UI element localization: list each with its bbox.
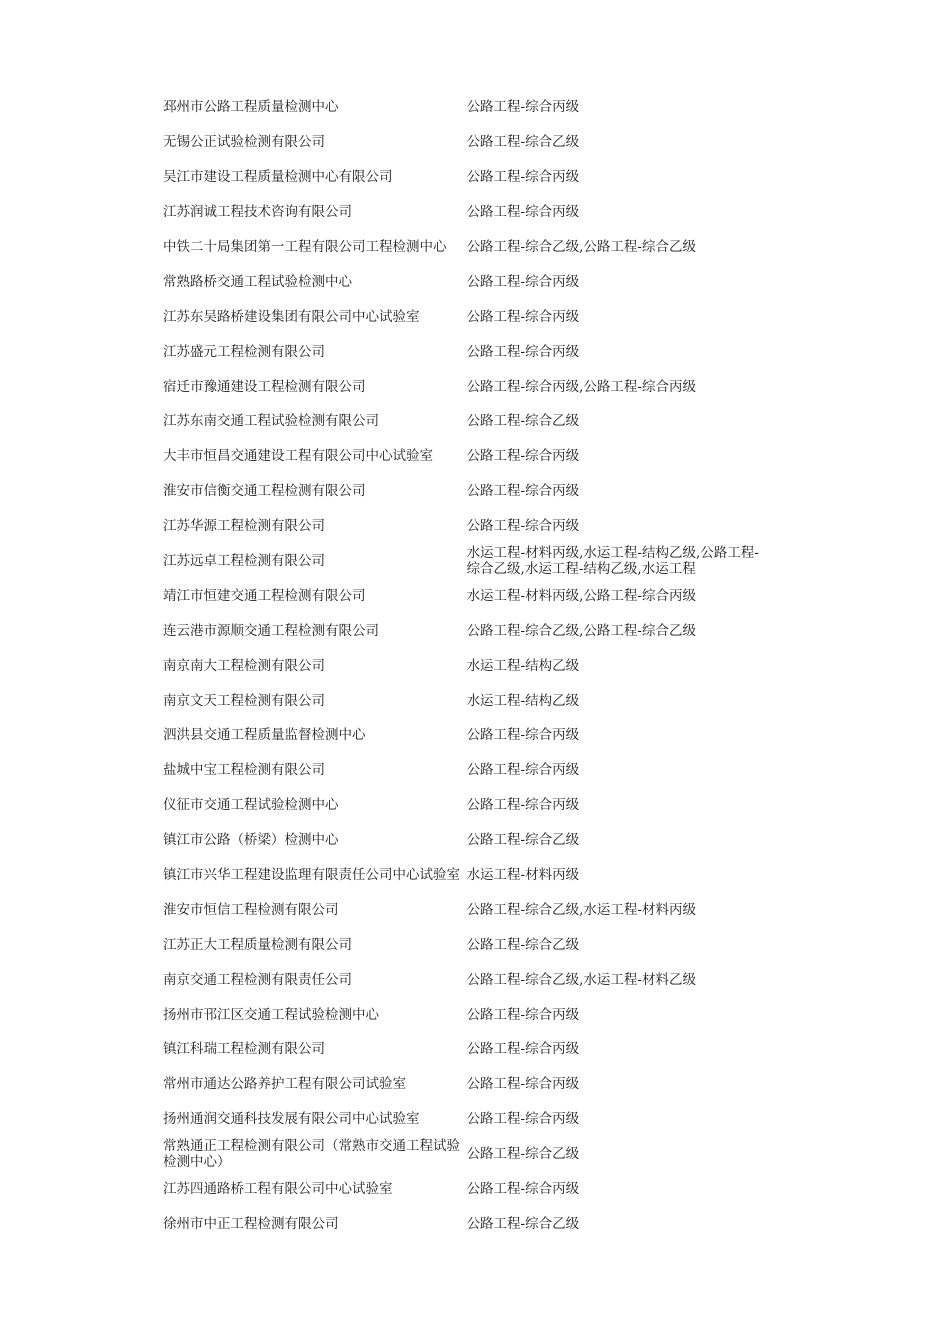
company-name-cell: [163, 718, 467, 753]
company-name: 常熟路桥交通工程试验检测中心: [163, 273, 352, 290]
company-name-cell: [163, 264, 467, 299]
company-name-cell: [163, 683, 467, 718]
qualification-cell: [467, 962, 763, 997]
table-row: [163, 230, 763, 265]
qualification-cell: [467, 1102, 763, 1137]
company-name: 邳州市公路工程质量检测中心: [163, 99, 339, 116]
qualification-grade: 公路工程-综合丙级: [466, 727, 580, 744]
qualification-grade: 公路工程-综合丙级: [466, 1041, 580, 1058]
company-name: 江苏四通路桥工程有限公司中心试验室: [163, 1181, 393, 1198]
table-row: [163, 718, 763, 753]
qualification-grade: 公路工程-综合乙级: [466, 936, 580, 953]
qualification-grade: 公路工程-综合丙级: [466, 273, 580, 290]
qualification-cell: [467, 264, 763, 299]
qualification-cell: [467, 753, 763, 788]
table-row: [163, 962, 763, 997]
table-row: [163, 125, 763, 160]
company-name-cell: [163, 334, 467, 369]
table-row: [163, 334, 763, 369]
qualification-grade: 水运工程-结构乙级: [466, 657, 580, 674]
company-name: 仪征市交通工程试验检测中心: [163, 797, 339, 814]
qualification-grade: 公路工程-综合丙级: [466, 1076, 580, 1093]
company-name: 徐州市中正工程检测有限公司: [163, 1215, 339, 1232]
table-row: [163, 1102, 763, 1137]
company-name: 盐城中宝工程检测有限公司: [163, 762, 325, 779]
table-row: [163, 509, 763, 544]
company-name: 南京南大工程检测有限公司: [163, 657, 325, 674]
table-row: [163, 195, 763, 230]
qualification-cell: [467, 230, 763, 265]
company-name: 连云港市源顺交通工程检测有限公司: [163, 622, 379, 639]
company-name-cell: [163, 858, 467, 893]
company-name: 淮安市信衡交通工程检测有限公司: [163, 483, 366, 500]
qualification-grade: 水运工程-材料丙级,公路工程-综合丙级: [466, 587, 696, 604]
qualification-cell: [467, 369, 763, 404]
table-row: [163, 369, 763, 404]
qualification-cell: [467, 892, 763, 927]
company-name-cell: [163, 788, 467, 823]
table-row: [163, 788, 763, 823]
qualification-grade: 水运工程-结构乙级: [466, 692, 580, 709]
qualification-grade: 水运工程-材料丙级,水运工程-结构乙级,公路工程-综合乙级,水运工程-结构乙级,水运工程: [466, 545, 759, 578]
company-name-cell: [163, 578, 467, 613]
table-row: [163, 474, 763, 509]
company-name: 江苏华源工程检测有限公司: [163, 518, 325, 535]
company-name-cell: [163, 404, 467, 439]
qualification-cell: [467, 788, 763, 823]
table-row: [163, 90, 763, 125]
company-name-cell: [163, 90, 467, 125]
company-name: 扬州市邗江区交通工程试验检测中心: [163, 1006, 379, 1023]
company-name: 镇江市兴华工程建设监理有限责任公司中心试验室: [163, 867, 460, 884]
qualification-cell: [467, 334, 763, 369]
qualification-table: [163, 90, 763, 1241]
qualification-grade: 公路工程-综合乙级,水运工程-材料乙级: [466, 971, 696, 988]
company-name-cell: [163, 509, 467, 544]
table-row: [163, 404, 763, 439]
qualification-cell: [467, 125, 763, 160]
company-name: 镇江科瑞工程检测有限公司: [163, 1041, 325, 1058]
qualification-grade: 公路工程-综合丙级: [466, 448, 580, 465]
table-row: [163, 997, 763, 1032]
company-name: 江苏东吴路桥建设集团有限公司中心试验室: [163, 308, 420, 325]
table-row: [163, 823, 763, 858]
qualification-cell: [467, 1137, 763, 1172]
qualification-cell: [467, 683, 763, 718]
qualification-grade: 公路工程-综合丙级: [466, 762, 580, 779]
table-row: [163, 160, 763, 195]
qualification-grade: 水运工程-材料丙级: [466, 867, 580, 884]
company-name: 江苏正大工程质量检测有限公司: [163, 936, 352, 953]
qualification-grade: 公路工程-综合乙级,公路工程-综合乙级: [466, 622, 696, 639]
qualification-grade: 公路工程-综合丙级: [466, 169, 580, 186]
company-name: 无锡公正试验检测有限公司: [163, 134, 325, 151]
qualification-grade: 公路工程-综合丙级: [466, 99, 580, 116]
table-row: [163, 299, 763, 334]
company-name-cell: [163, 1137, 467, 1172]
company-name-cell: [163, 1172, 467, 1207]
table-row: [163, 927, 763, 962]
qualification-cell: [467, 858, 763, 893]
qualification-cell: [467, 544, 763, 579]
company-name-cell: [163, 474, 467, 509]
table-row: [163, 1032, 763, 1067]
qualification-cell: [467, 718, 763, 753]
qualification-grade: 公路工程-综合乙级: [466, 832, 580, 849]
qualification-cell: [467, 927, 763, 962]
company-name-cell: [163, 195, 467, 230]
qualification-grade: 公路工程-综合丙级: [466, 483, 580, 500]
table-row: [163, 683, 763, 718]
qualification-cell: [467, 509, 763, 544]
qualification-grade: 公路工程-综合乙级,水运工程-材料丙级: [466, 901, 696, 918]
company-name: 大丰市恒昌交通建设工程有限公司中心试验室: [163, 448, 433, 465]
company-name-cell: [163, 1032, 467, 1067]
qualification-grade: 公路工程-综合丙级: [466, 204, 580, 221]
company-name-cell: [163, 892, 467, 927]
company-name-cell: [163, 823, 467, 858]
table-row: [163, 892, 763, 927]
company-name-cell: [163, 927, 467, 962]
qualification-cell: [467, 160, 763, 195]
company-name-cell: [163, 369, 467, 404]
table-row: [163, 264, 763, 299]
qualification-cell: [467, 90, 763, 125]
company-name-cell: [163, 962, 467, 997]
qualification-grade: 公路工程-综合丙级: [466, 1181, 580, 1198]
qualification-cell: [467, 997, 763, 1032]
company-name-cell: [163, 648, 467, 683]
company-name: 淮安市恒信工程检测有限公司: [163, 901, 339, 918]
qualification-grade: 公路工程-综合乙级: [466, 1215, 580, 1232]
table-row: [163, 1137, 763, 1172]
company-name-cell: [163, 613, 467, 648]
company-name: 吴江市建设工程质量检测中心有限公司: [163, 169, 393, 186]
company-name-cell: [163, 1067, 467, 1102]
qualification-cell: [467, 613, 763, 648]
company-name: 江苏润诚工程技术咨询有限公司: [163, 204, 352, 221]
table-row: [163, 648, 763, 683]
table-row: [163, 544, 763, 579]
qualification-grade: 公路工程-综合乙级,公路工程-综合乙级: [466, 239, 696, 255]
qualification-cell: [467, 1067, 763, 1102]
qualification-cell: [467, 648, 763, 683]
company-name-cell: [163, 1207, 467, 1242]
company-name: 宿迁市豫通建设工程检测有限公司: [163, 378, 366, 395]
company-name-cell: [163, 230, 467, 265]
company-name: 常州市通达公路养护工程有限公司试验室: [163, 1076, 406, 1093]
table-row: [163, 613, 763, 648]
qualification-cell: [467, 1207, 763, 1242]
qualification-grade: 公路工程-综合丙级: [466, 518, 580, 535]
company-name-cell: [163, 1102, 467, 1137]
qualification-grade: 公路工程-综合乙级: [466, 1146, 580, 1163]
company-name-cell: [163, 160, 467, 195]
company-name: 扬州通润交通科技发展有限公司中心试验室: [163, 1111, 420, 1128]
qualification-cell: [467, 578, 763, 613]
company-name: 靖江市恒建交通工程检测有限公司: [163, 587, 366, 604]
table-row: [163, 578, 763, 613]
table-row: [163, 753, 763, 788]
qualification-grade: 公路工程-综合丙级: [466, 308, 580, 325]
company-name-cell: [163, 753, 467, 788]
qualification-cell: [467, 439, 763, 474]
company-name: 中铁二十局集团第一工程有限公司工程检测中心: [163, 239, 447, 255]
qualification-cell: [467, 1172, 763, 1207]
qualification-cell: [467, 195, 763, 230]
table-row: [163, 1207, 763, 1242]
company-name: 镇江市公路（桥梁）检测中心: [163, 832, 339, 849]
company-name-cell: [163, 544, 467, 579]
qualification-grade: 公路工程-综合丙级,公路工程-综合丙级: [466, 378, 696, 395]
table-row: [163, 439, 763, 474]
company-name: 江苏盛元工程检测有限公司: [163, 343, 325, 360]
qualification-grade: 公路工程-综合丙级: [466, 343, 580, 360]
company-name-cell: [163, 439, 467, 474]
qualification-grade: 公路工程-综合丙级: [466, 1111, 580, 1128]
company-name: 泗洪县交通工程质量监督检测中心: [163, 727, 366, 744]
company-name-cell: [163, 299, 467, 334]
qualification-table-body: [163, 90, 763, 1241]
table-row: [163, 1172, 763, 1207]
table-row: [163, 858, 763, 893]
table-row: [163, 1067, 763, 1102]
company-name: 南京文天工程检测有限公司: [163, 692, 325, 709]
qualification-grade: 公路工程-综合乙级: [466, 134, 580, 151]
qualification-grade: 公路工程-综合丙级: [466, 1006, 580, 1023]
qualification-cell: [467, 1032, 763, 1067]
qualification-grade: 公路工程-综合丙级: [466, 797, 580, 814]
company-name: 常熟通正工程检测有限公司（常熟市交通工程试验检测中心）: [163, 1138, 460, 1171]
company-name-cell: [163, 125, 467, 160]
company-name: 江苏东南交通工程试验检测有限公司: [163, 413, 379, 430]
company-name: 江苏远卓工程检测有限公司: [163, 553, 325, 570]
qualification-cell: [467, 299, 763, 334]
company-name: 南京交通工程检测有限责任公司: [163, 971, 352, 988]
qualification-cell: [467, 823, 763, 858]
qualification-cell: [467, 404, 763, 439]
qualification-cell: [467, 474, 763, 509]
qualification-grade: 公路工程-综合乙级: [466, 413, 580, 430]
company-name-cell: [163, 997, 467, 1032]
